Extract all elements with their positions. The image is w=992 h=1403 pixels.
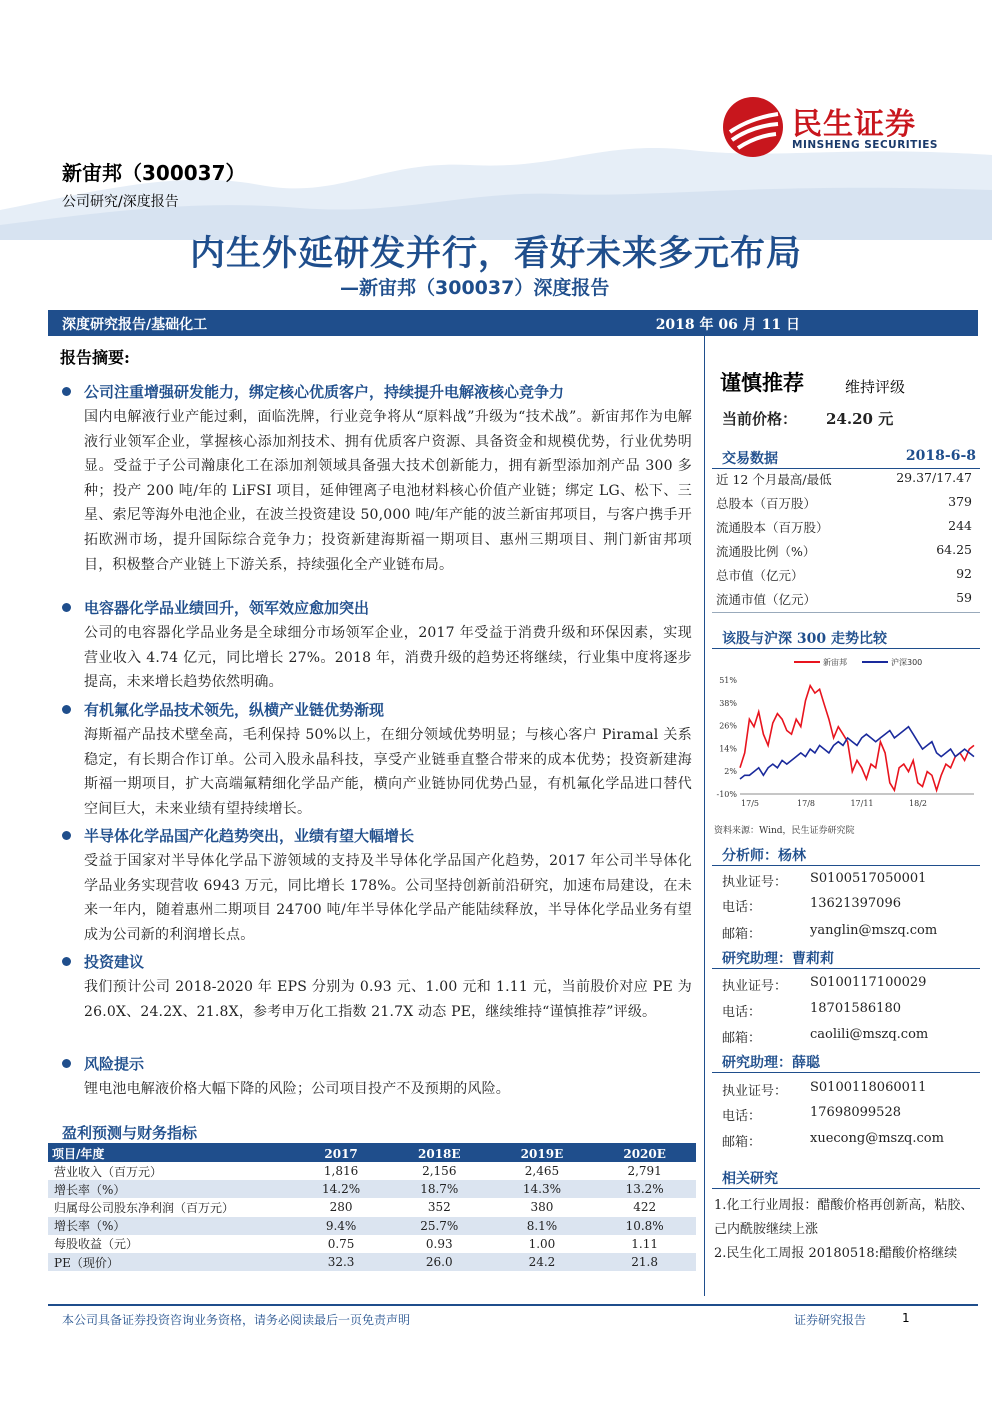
analyst-heading: 研究助理：薛聪 xyxy=(712,1052,980,1073)
report-title: 内生外延研发并行，看好未来多元布局 xyxy=(189,234,802,274)
column-divider xyxy=(704,336,705,1296)
brand-name-en: MINSHENG SECURITIES xyxy=(792,139,938,151)
legend-index-label: 沪深300 xyxy=(891,658,923,667)
table-row: 增长率（%） 14.2% 18.7% 14.3% 13.2% xyxy=(48,1180,696,1198)
report-date: 2018 年 06 月 11 日 xyxy=(655,317,800,333)
related-list xyxy=(714,1194,978,1290)
bullet-icon xyxy=(62,957,71,966)
summary-section xyxy=(62,951,692,1024)
table-row: 增长率（%） 9.4% 25.7% 8.1% 10.8% xyxy=(48,1217,696,1235)
x-tick-label: 17/8 xyxy=(797,799,815,808)
y-tick-label: 51% xyxy=(719,676,737,685)
category-bar xyxy=(48,310,978,336)
chart-source: 资料来源：Wind，民生证券研究院 xyxy=(714,826,855,836)
price-label: 当前价格： xyxy=(722,410,798,428)
table-header: 2017 xyxy=(294,1145,388,1162)
x-tick-label: 17/11 xyxy=(850,799,874,808)
section-body: 海斯福产品技术壁垒高，毛利保持 50%以上，在细分领域优势明显；与核心客户 Piramal 关系稳定，有长期合作订单。公司入股永晶科技，享受产业链垂直整合带来的成本优势；投资新建海斯福一期项目，扩大高端氟精细化学品产能，横向产业链协同优势凸显，有机氟化学品进口替代空间巨大，未来业绩有望持续增长。 xyxy=(84,727,692,817)
financials-table xyxy=(48,1145,696,1271)
report-subtitle: —新宙邦（300037）深度报告 xyxy=(340,277,610,299)
y-tick-label: 38% xyxy=(719,698,737,708)
section-body: 国内电解液行业产能过剩，面临洗牌，行业竞争将从“原料战”升级为“技术战”。新宙邦作为电解液行业领军企业，掌握核心添加剂技术、拥有优质客户资源、具备资金和规模优势，行业优势明显。受益于子公司瀚康化工在添加剂领域具备强大技术创新能力，拥有新型添加剂产品 300 多种；投产 200 吨/年的 LiFSI 项目，延伸锂离子电池材料核心价值产业链；绑定 LG、松下、三星、索尼等海外电池企业，在波兰投资建设 50,000 吨/年产能的波兰新宙邦项目，与客户携手开拓欧洲市场，提升国际综合竞争力；投资新建海斯福一期项目、惠州三期项目、荆门新宙邦项目，积极整合产业链上下游关系，持续强化全产业链布局。 xyxy=(84,409,692,573)
section-title: 公司注重增强研发能力，绑定核心优质客户，持续提升电解液核心竞争力 xyxy=(62,381,692,403)
footer-disclaimer: 本公司具备证券投资咨询业务资格，请务必阅读最后一页免责声明 xyxy=(62,1313,411,1327)
report-kind: 公司研究/深度报告 xyxy=(62,194,179,210)
category-label: 深度研究报告/基础化工 xyxy=(62,317,208,333)
x-tick-label: 17/5 xyxy=(741,799,759,808)
summary-heading: 报告摘要: xyxy=(60,348,130,367)
bullet-icon xyxy=(62,831,71,840)
analyst-heading: 研究助理：曹莉莉 xyxy=(712,948,980,969)
section-body: 受益于国家对半导体化学品下游领域的支持及半导体化学品国产化趋势，2017 年公司半导体化学品业务实现营收 6943 万元，同比增长 178%。公司坚持创新前沿研究，加速布局建设，在未来一年内，随着惠州二期项目 24700 吨/年半导体化学品产能陆续释放，半导体化学品业务有望成为公司新的利润增长点。 xyxy=(84,853,692,943)
section-title: 电容器化学品业绩回升，领军效应愈加突出 xyxy=(62,597,692,619)
stock-series-line xyxy=(740,686,974,791)
brand-name-cn: 民生证券 xyxy=(792,107,916,142)
table-header: 2018E xyxy=(388,1145,491,1162)
summary-section xyxy=(62,597,692,695)
table-row: 归属母公司股东净利润（百万元） 280 352 380 422 xyxy=(54,1200,657,1215)
trade-heading: 交易数据 2018-6-8 xyxy=(712,448,980,469)
footer-label: 证券研究报告 xyxy=(794,1313,867,1327)
section-body: 锂电池电解液价格大幅下降的风险；公司项目投产不及预期的风险。 xyxy=(84,1081,510,1097)
table-header: 2020E xyxy=(593,1145,696,1162)
page-number: 1 xyxy=(902,1311,910,1325)
related-item[interactable]: 1.化工行业周报：醋酸价格再创新高，粘胶、己内酰胺继续上涨 xyxy=(714,1198,974,1237)
table-row: PE（现价） 32.3 26.0 24.2 21.8 xyxy=(48,1253,696,1271)
section-body: 我们预计公司 2018-2020 年 EPS 分别为 0.93 元、1.00 元和 1.11 元，当前股价对应 PE 为 26.0X、24.2X、21.8X，参考申万化工指数 21.7X 动态 PE，继续维持“谨慎推荐”评级。 xyxy=(84,979,692,1020)
section-title: 有机氟化学品技术领先，纵横产业链优势渐现 xyxy=(62,699,692,721)
rating-sub: 维持评级 xyxy=(845,378,906,396)
trend-chart xyxy=(712,652,980,820)
section-title: 半导体化学品国产化趋势突出，业绩有望大幅增长 xyxy=(62,825,692,847)
summary-section xyxy=(62,699,692,821)
index-series-line xyxy=(740,727,974,779)
rating-label: 谨慎推荐 xyxy=(720,371,804,395)
y-tick-label: 26% xyxy=(719,721,737,731)
related-heading: 相关研究 xyxy=(712,1168,980,1189)
bullet-icon xyxy=(62,1059,71,1068)
table-header: 项目/年度 xyxy=(48,1145,294,1162)
trade-date: 2018-6-8 xyxy=(905,448,976,464)
table-row: 每股收益（元） 0.75 0.93 1.00 1.11 xyxy=(54,1236,658,1252)
table-row: 营业收入（百万元） 1,816 2,156 2,465 2,791 xyxy=(54,1164,662,1179)
table-header: 2019E xyxy=(491,1145,594,1162)
y-tick-label: -10% xyxy=(716,790,737,799)
trade-rule xyxy=(712,612,980,613)
company-name: 新宙邦（300037） xyxy=(62,161,246,185)
analyst-heading: 分析师：杨林 xyxy=(712,845,980,866)
summary-section xyxy=(62,825,692,947)
bullet-icon xyxy=(62,603,71,612)
bullet-icon xyxy=(62,387,71,396)
summary-section xyxy=(62,381,692,577)
chart-heading: 该股与沪深 300 走势比较 xyxy=(712,628,980,649)
y-tick-label: 14% xyxy=(719,744,737,754)
summary-section xyxy=(62,1053,692,1102)
footer-rule xyxy=(48,1304,978,1306)
minsheng-logo-icon xyxy=(722,96,784,158)
legend-stock-label: 新宙邦 xyxy=(823,658,847,667)
x-tick-label: 18/2 xyxy=(909,799,927,808)
related-item[interactable]: 2.民生化工周报 20180518:醋酸价格继续 xyxy=(714,1246,958,1261)
section-title: 风险提示 xyxy=(62,1053,692,1075)
section-body: 公司的电容器化学品业务是全球细分市场领军企业，2017 年受益于消费升级和环保因素，实现营业收入 4.74 亿元，同比增长 27%。2018 年，消费升级的趋势还将继续，行业集中度将逐步提高，未来增长趋势依然明确。 xyxy=(84,625,692,691)
section-title: 投资建议 xyxy=(62,951,692,973)
price-value: 24.20 元 xyxy=(826,410,894,428)
financials-heading: 盈利预测与财务指标 xyxy=(62,1124,198,1142)
bullet-icon xyxy=(62,705,71,714)
y-tick-label: 2% xyxy=(724,767,737,777)
